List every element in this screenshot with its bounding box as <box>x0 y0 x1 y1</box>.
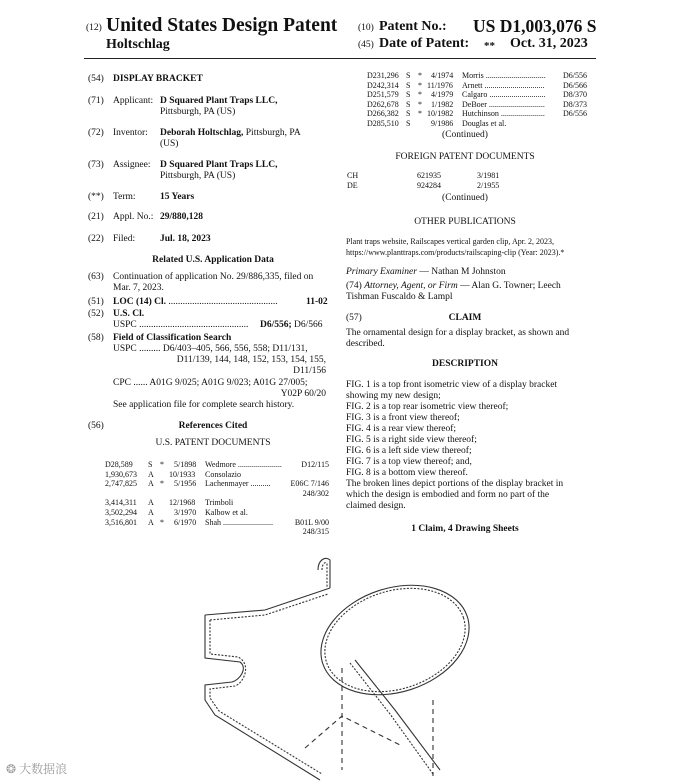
code-51: (51) <box>88 297 104 307</box>
description-heading: DESCRIPTION <box>432 359 498 369</box>
hook-inner <box>322 563 327 588</box>
ref-star: * <box>418 90 422 100</box>
assignee-label: Assignee: <box>113 160 151 170</box>
ref-class: D12/115 <box>301 460 329 469</box>
date-of-patent: Oct. 31, 2023 <box>510 36 588 51</box>
reference-row <box>367 100 587 110</box>
ref-star: * <box>160 460 164 469</box>
reference-row <box>105 479 329 489</box>
appl-no-label: Appl. No.: <box>113 212 154 222</box>
description-line: FIG. 6 is a left side view thereof; <box>346 446 472 456</box>
code-term: (**) <box>88 192 104 202</box>
bracket-top-inner <box>210 594 328 620</box>
attorney-name-1: — Alan G. Towner; Leech <box>457 281 561 291</box>
term-label: Term: <box>113 192 136 202</box>
loc-value: 11-02 <box>306 297 328 307</box>
field-search-uspc: USPC ......... D6/403–405, 566, 556, 558; D11/131, <box>113 344 308 354</box>
attorney-line <box>346 281 561 291</box>
ref-name: Douglas et al. <box>462 118 507 128</box>
reference-row <box>105 518 329 528</box>
watermark-text: 大数据浪 <box>19 762 68 776</box>
description-line: FIG. 8 is a bottom view thereof. <box>346 468 468 478</box>
uspc-leader <box>113 320 248 330</box>
ref-date: 6/1970 <box>174 517 197 527</box>
field-search-line3: D11/156 <box>293 366 326 376</box>
loc-label: LOC (14) Cl. <box>113 297 167 307</box>
ref-class: D6/566 <box>563 80 587 90</box>
uspc-secondary: D6/566 <box>291 320 323 330</box>
ref-name: Consolazio <box>205 469 241 479</box>
reference-row <box>105 508 329 518</box>
ref-kind: S <box>148 460 153 469</box>
us-references-list <box>105 460 329 537</box>
code-10: (10) <box>358 23 374 33</box>
patent-number: US D1,003,076 S <box>473 16 597 36</box>
foreign-country: CH <box>347 171 359 180</box>
ref-star: * <box>418 109 422 119</box>
filed-label: Filed: <box>113 234 136 244</box>
ref-class: D8/373 <box>563 99 587 109</box>
ref-date: 11/1976 <box>427 80 453 90</box>
foreign-number: 924284 <box>417 180 441 190</box>
ref-name: Shah ......................... <box>205 517 273 527</box>
continuation-line1: Continuation of application No. 29/886,335, filed on <box>113 272 314 282</box>
references-continued-list <box>367 71 587 129</box>
code-63: (63) <box>88 272 104 282</box>
term-value: 15 Years <box>160 192 195 202</box>
description-line: FIG. 7 is a top view thereof; and, <box>346 457 472 467</box>
ref-date: 5/1898 <box>174 460 197 469</box>
appl-no-value: 29/880,128 <box>160 212 204 222</box>
description-line: The broken lines depict portions of the display bracket in <box>346 479 564 489</box>
bracket-arm-inner <box>210 620 322 774</box>
reference-row <box>105 460 329 470</box>
ref-date: 4/1979 <box>431 90 454 100</box>
ref-kind: S <box>406 71 411 80</box>
applicant-name: D Squared Plant Traps LLC, <box>160 96 278 106</box>
description-line: FIG. 3 is a front view thereof; <box>346 413 460 423</box>
assignee-location: Pittsburgh, PA (US) <box>160 171 236 181</box>
field-search-line2: D11/139, 144, 148, 152, 153, 154, 155, <box>176 355 326 365</box>
ref-number: D28,589 <box>105 460 133 469</box>
foreign-country: DE <box>347 180 358 190</box>
watermark-icon: ❂ <box>6 762 17 776</box>
ref-class: D6/556 <box>563 71 587 80</box>
other-publications-heading: OTHER PUBLICATIONS <box>414 217 516 227</box>
applicant-location: Pittsburgh, PA (US) <box>160 107 236 117</box>
claims-sheets-count: 1 Claim, 4 Drawing Sheets <box>411 524 519 534</box>
ref-class: 248/302 <box>302 488 329 498</box>
code-22: (22) <box>88 234 104 244</box>
description-line: FIG. 1 is a top front isometric view of a display bracket <box>346 380 558 390</box>
reference-row <box>105 470 329 480</box>
bracket-top-outer <box>205 588 330 615</box>
ref-date: 1/1982 <box>431 99 454 109</box>
examiner-line <box>346 267 506 277</box>
ref-kind: A <box>148 507 154 517</box>
ref-number: D285,510 <box>367 118 399 128</box>
ref-number: D262,678 <box>367 99 399 109</box>
ref-date: 12/1968 <box>169 498 196 508</box>
loc-line <box>113 297 278 307</box>
foreign-docs-list <box>347 171 547 190</box>
ref-name: DeBoer ............................ <box>462 99 545 109</box>
ref-date: 9/1986 <box>431 118 454 128</box>
ref-class: 248/315 <box>302 527 329 537</box>
date-of-patent-label: Date of Patent: <box>379 36 470 51</box>
ref-number: D242,314 <box>367 80 399 90</box>
ref-star: * <box>418 99 422 109</box>
code-58: (58) <box>88 333 104 343</box>
ref-date: 5/1956 <box>174 479 197 489</box>
display-bracket-drawing <box>0 540 679 783</box>
ref-class: B01L 9/00 <box>294 517 329 527</box>
ref-name: Calgaro ............................ <box>462 90 546 100</box>
ref-name: Lachenmayer .......... <box>205 479 271 489</box>
ref-kind: A <box>148 469 154 479</box>
field-search-cpc: CPC ...... A01G 9/025; A01G 9/023; A01G 27/005; <box>113 378 308 388</box>
ref-date: 4/1974 <box>431 71 454 80</box>
ref-date: 3/1970 <box>174 507 197 517</box>
applicant-label: Applicant: <box>113 96 154 106</box>
ref-class: D8/370 <box>563 90 587 100</box>
inventor-country: (US) <box>160 139 179 149</box>
us-patent-docs-heading: U.S. PATENT DOCUMENTS <box>155 438 271 448</box>
ref-kind: S <box>406 118 411 128</box>
reference-row <box>105 498 329 508</box>
other-pub-line1: Plant traps website, Railscapes vertical garden clip, Apr. 2, 2023, <box>346 237 554 246</box>
code-12: (12) <box>86 23 102 33</box>
reference-row <box>105 527 329 537</box>
ref-kind: S <box>406 99 411 109</box>
assignee-name: D Squared Plant Traps LLC, <box>160 160 278 170</box>
claim-line1: The ornamental design for a display bracket, as shown and <box>346 328 570 338</box>
ref-number: D251,579 <box>367 90 399 100</box>
foreign-date: 3/1981 <box>477 171 500 180</box>
loc-leader: .............................................. <box>166 297 278 307</box>
field-search-note: See application file for complete search history. <box>113 400 295 410</box>
code-52: (52) <box>88 309 104 319</box>
ref-number: 3,502,294 <box>105 507 137 517</box>
uspc-values <box>260 320 323 330</box>
code-72: (72) <box>88 128 104 138</box>
ref-name: Hutchinson ...................... <box>462 109 545 119</box>
ref-kind: A <box>148 517 154 527</box>
description-line: showing my new design; <box>346 391 441 401</box>
watermark-logo <box>6 760 67 777</box>
header-rule <box>84 58 596 59</box>
ref-star: * <box>160 479 164 489</box>
broken-line-cross <box>305 716 400 748</box>
continued-label-1: (Continued) <box>442 130 488 140</box>
document-title: United States Design Patent <box>106 15 338 36</box>
reference-row <box>367 109 587 119</box>
claim-line2: described. <box>346 339 385 349</box>
inventor-surname: Holtschlag <box>106 37 170 52</box>
code-57: (57) <box>346 313 362 323</box>
foreign-docs-heading: FOREIGN PATENT DOCUMENTS <box>395 152 535 162</box>
ref-star: * <box>418 80 422 90</box>
uspc-label: USPC <box>113 320 137 330</box>
ref-kind: S <box>406 109 411 119</box>
inventor-label: Inventor: <box>113 128 148 138</box>
bracket-brace-outer <box>355 660 440 770</box>
ring-inner <box>311 571 478 709</box>
bracket-brace-inner <box>350 663 433 774</box>
filed-value: Jul. 18, 2023 <box>160 234 211 244</box>
foreign-doc-row <box>347 171 547 181</box>
us-cl-label: U.S. Cl. <box>113 309 145 319</box>
ref-name: Kalbow et al. <box>205 507 248 517</box>
examiner-label: Primary Examiner <box>346 267 417 277</box>
description-line: which the design is embodied and form no part of the <box>346 490 550 500</box>
ref-kind: A <box>148 479 154 489</box>
code-54: (54) <box>88 74 104 84</box>
ref-number: 3,414,311 <box>105 498 137 508</box>
ref-kind: S <box>406 90 411 100</box>
code-21: (21) <box>88 212 104 222</box>
ref-name: Arnett .............................. <box>462 80 545 90</box>
patent-number-label: Patent No.: <box>379 19 447 34</box>
code-71: (71) <box>88 96 104 106</box>
related-data-heading: Related U.S. Application Data <box>152 255 274 265</box>
reference-row <box>367 81 587 91</box>
ref-number: 1,930,673 <box>105 469 137 479</box>
reference-row <box>367 119 587 129</box>
foreign-number: 621935 <box>417 171 441 180</box>
field-search-label: Field of Classification Search <box>113 333 232 343</box>
description-line: FIG. 4 is a rear view thereof; <box>346 424 457 434</box>
field-search-line5: Y02P 60/20 <box>280 389 326 399</box>
ref-number: 2,747,825 <box>105 479 137 489</box>
inventor-city: Pittsburgh, PA <box>243 128 301 138</box>
claim-heading: CLAIM <box>448 313 482 323</box>
code-56: (56) <box>88 421 104 431</box>
foreign-doc-row <box>347 181 547 191</box>
uspc-dots: .............................................. <box>136 320 249 330</box>
code-74: (74) <box>346 281 362 291</box>
reference-row <box>367 90 587 100</box>
ref-number: D231,296 <box>367 71 399 80</box>
ref-star: * <box>418 71 422 80</box>
code-45: (45) <box>358 40 374 50</box>
ref-name: Wedmore ...................... <box>205 460 282 469</box>
continued-label-2: (Continued) <box>442 193 488 203</box>
other-pub-line2: https://www.planttraps.com/products/railscaping-clip (Year: 2023).* <box>346 248 565 257</box>
ring-outer <box>307 567 484 713</box>
reference-row <box>367 71 587 81</box>
examiner-name: — Nathan M Johnston <box>416 267 506 277</box>
attorney-label: Attorney, Agent, or Firm <box>364 281 458 291</box>
inventor-line <box>160 128 301 138</box>
reference-row <box>105 489 329 499</box>
inventor-name: Deborah Holtschlag, <box>160 128 244 138</box>
ref-number: 3,516,801 <box>105 517 137 527</box>
continuation-line2: Mar. 7, 2023. <box>113 283 164 293</box>
title-field: DISPLAY BRACKET <box>113 74 203 84</box>
ref-kind: A <box>148 498 154 508</box>
bracket-arm-outer <box>205 615 320 780</box>
ref-class: D6/556 <box>563 109 587 119</box>
ref-number: D266,382 <box>367 109 399 119</box>
description-line: FIG. 5 is a right side view thereof; <box>346 435 477 445</box>
ref-kind: S <box>406 80 411 90</box>
ref-name: Morris .............................. <box>462 71 546 80</box>
ref-class: E06C 7/146 <box>290 479 329 489</box>
ref-date: 10/1982 <box>427 109 454 119</box>
uspc-primary: D6/556; <box>260 320 292 330</box>
foreign-date: 2/1955 <box>477 180 500 190</box>
ref-date: 10/1933 <box>169 469 196 479</box>
code-73: (73) <box>88 160 104 170</box>
ref-name: Trimboli <box>205 498 234 508</box>
date-stars: ** <box>484 40 495 52</box>
attorney-name-2: Tishman Fuscaldo & Lampl <box>346 292 453 302</box>
ref-star: * <box>160 517 164 527</box>
description-line: claimed design. <box>346 501 406 511</box>
references-cited-heading: References Cited <box>178 421 248 431</box>
description-body <box>346 380 590 512</box>
description-line: FIG. 2 is a top rear isometric view thereof; <box>346 402 509 412</box>
